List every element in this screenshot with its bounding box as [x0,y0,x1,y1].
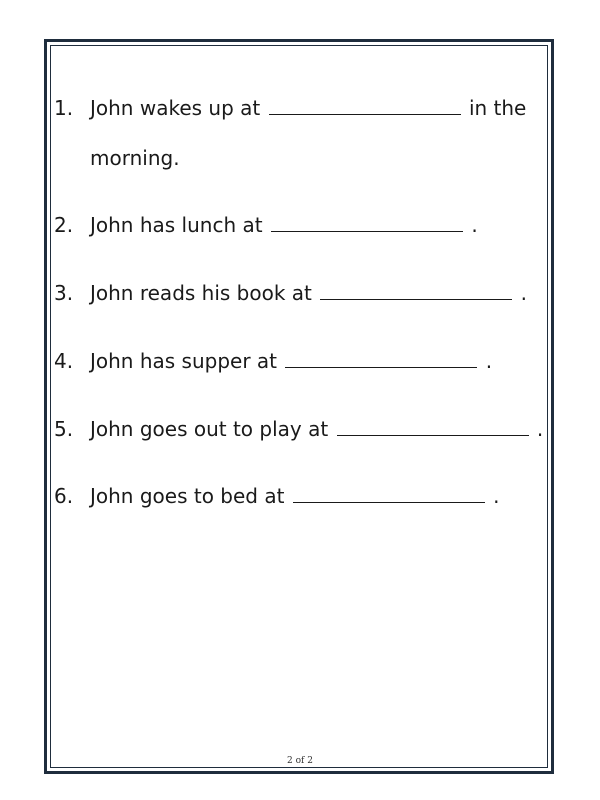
question-text-after: . [520,281,527,305]
question-text-after: . [493,484,500,508]
question-1-continuation: morning. [90,146,180,170]
question-text: John goes out to play at [90,417,329,441]
question-text-after: in the [468,96,527,120]
question-text: John wakes up at [90,96,261,120]
question-text: John has lunch at [90,213,263,237]
question-text-after: . [536,417,544,441]
answer-blank-3[interactable] [320,281,512,300]
question-text: John goes to bed at [90,484,285,508]
question-4 [54,349,492,373]
answer-blank-1[interactable] [269,96,461,115]
question-number: 5. [54,417,74,441]
question-number: 2. [54,213,74,237]
question-text: John reads his book at [90,281,312,305]
question-2 [54,213,478,237]
answer-blank-4[interactable] [285,349,477,368]
question-text-after: . [485,349,493,373]
question-1 [54,96,526,120]
question-number: 4. [54,349,74,373]
answer-blank-2[interactable] [271,213,463,232]
question-text: John has supper at [90,349,278,373]
question-3 [54,281,527,305]
answer-blank-5[interactable] [337,417,529,436]
page-number: 2 of 2 [287,756,313,766]
question-text-after: . [471,213,478,237]
question-number: 6. [54,484,74,508]
question-6 [54,484,500,508]
answer-blank-6[interactable] [293,484,485,503]
question-5 [54,417,543,441]
question-number: 3. [54,281,74,305]
question-number: 1. [54,96,74,120]
